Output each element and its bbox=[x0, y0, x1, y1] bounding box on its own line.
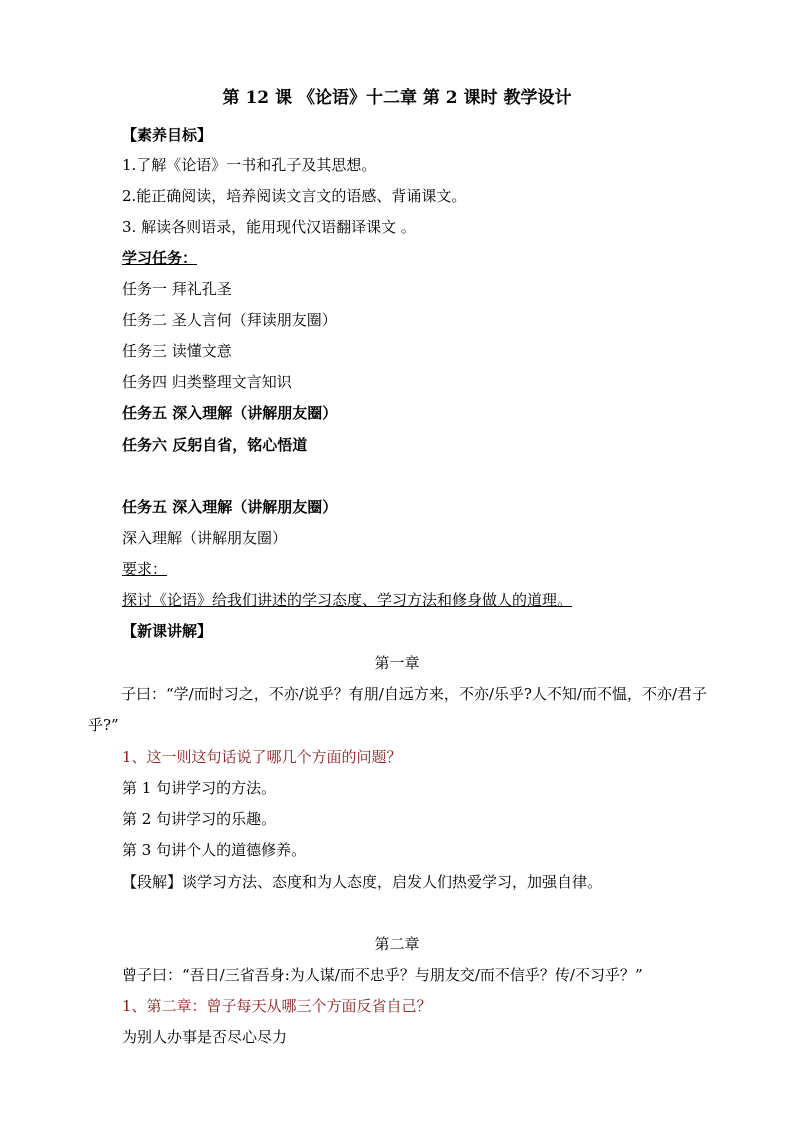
task-item: 任务一 拜礼孔圣 bbox=[122, 280, 232, 298]
chapter-1-question: 1、这一则这句话说了哪几个方面的问题？ bbox=[122, 748, 402, 766]
task-item: 任务三 读懂文意 bbox=[122, 342, 232, 360]
task5-heading: 任务五 深入理解（讲解朋友圈） bbox=[122, 498, 338, 516]
task5-subheading: 深入理解（讲解朋友圈） bbox=[122, 529, 288, 547]
task-item: 任务六 反躬自省，铭心悟道 bbox=[122, 436, 308, 454]
new-lesson-heading: 【新课讲解】 bbox=[122, 622, 213, 640]
chapter-1-summary: 【段解】谈学习方法、态度和为人态度，启发人们热爱学习，加强自律。 bbox=[122, 873, 603, 891]
chapter-2-quote: 曾子曰：“吾日/三省吾身:为人谋/而不忠乎？与朋友交/而不信乎？传/不习乎？” bbox=[122, 966, 643, 984]
task-item: 任务四 归类整理文言知识 bbox=[122, 373, 292, 391]
goal-item: 2.能正确阅读，培养阅读文言文的语感、背诵课文。 bbox=[122, 187, 467, 205]
task-item: 任务五 深入理解（讲解朋友圈） bbox=[122, 404, 338, 422]
page-title: 第 12 课 《论语》十二章 第 2 课时 教学设计 bbox=[222, 88, 572, 108]
chapter-2-answer: 为别人办事是否尽心尽力 bbox=[122, 1028, 288, 1046]
chapter-1-answer: 第 1 句讲学习的方法。 bbox=[122, 779, 277, 797]
chapter-2-question: 1、第二章：曾子每天从哪三个方面反省自己？ bbox=[122, 997, 432, 1015]
chapter-1-quote: 子曰：“学/而时习之，不亦/说乎？有朋/自远方来，不亦/乐乎?人不知/而不愠，不亦/君子乎?” bbox=[88, 685, 708, 734]
chapter-1-answer: 第 3 句讲个人的道德修养。 bbox=[122, 841, 307, 859]
task-item: 任务二 圣人言何（拜读朋友圈） bbox=[122, 311, 337, 329]
goal-item: 3. 解读各则语录，能用现代汉语翻译课文 。 bbox=[122, 218, 416, 236]
chapter-1-title: 第一章 bbox=[374, 654, 420, 672]
goals-heading: 【素养目标】 bbox=[122, 126, 213, 144]
chapter-2-title: 第二章 bbox=[374, 935, 420, 953]
goal-item: 1.了解《论语》一书和孔子及其思想。 bbox=[122, 156, 377, 174]
tasks-heading: 学习任务： bbox=[122, 249, 198, 267]
requirement-label: 要求： bbox=[122, 560, 168, 578]
chapter-1-answer: 第 2 句讲学习的乐趣。 bbox=[122, 810, 277, 828]
requirement-text: 探讨《论语》给我们讲述的学习态度、学习方法和修身做人的道理。 bbox=[122, 591, 573, 609]
